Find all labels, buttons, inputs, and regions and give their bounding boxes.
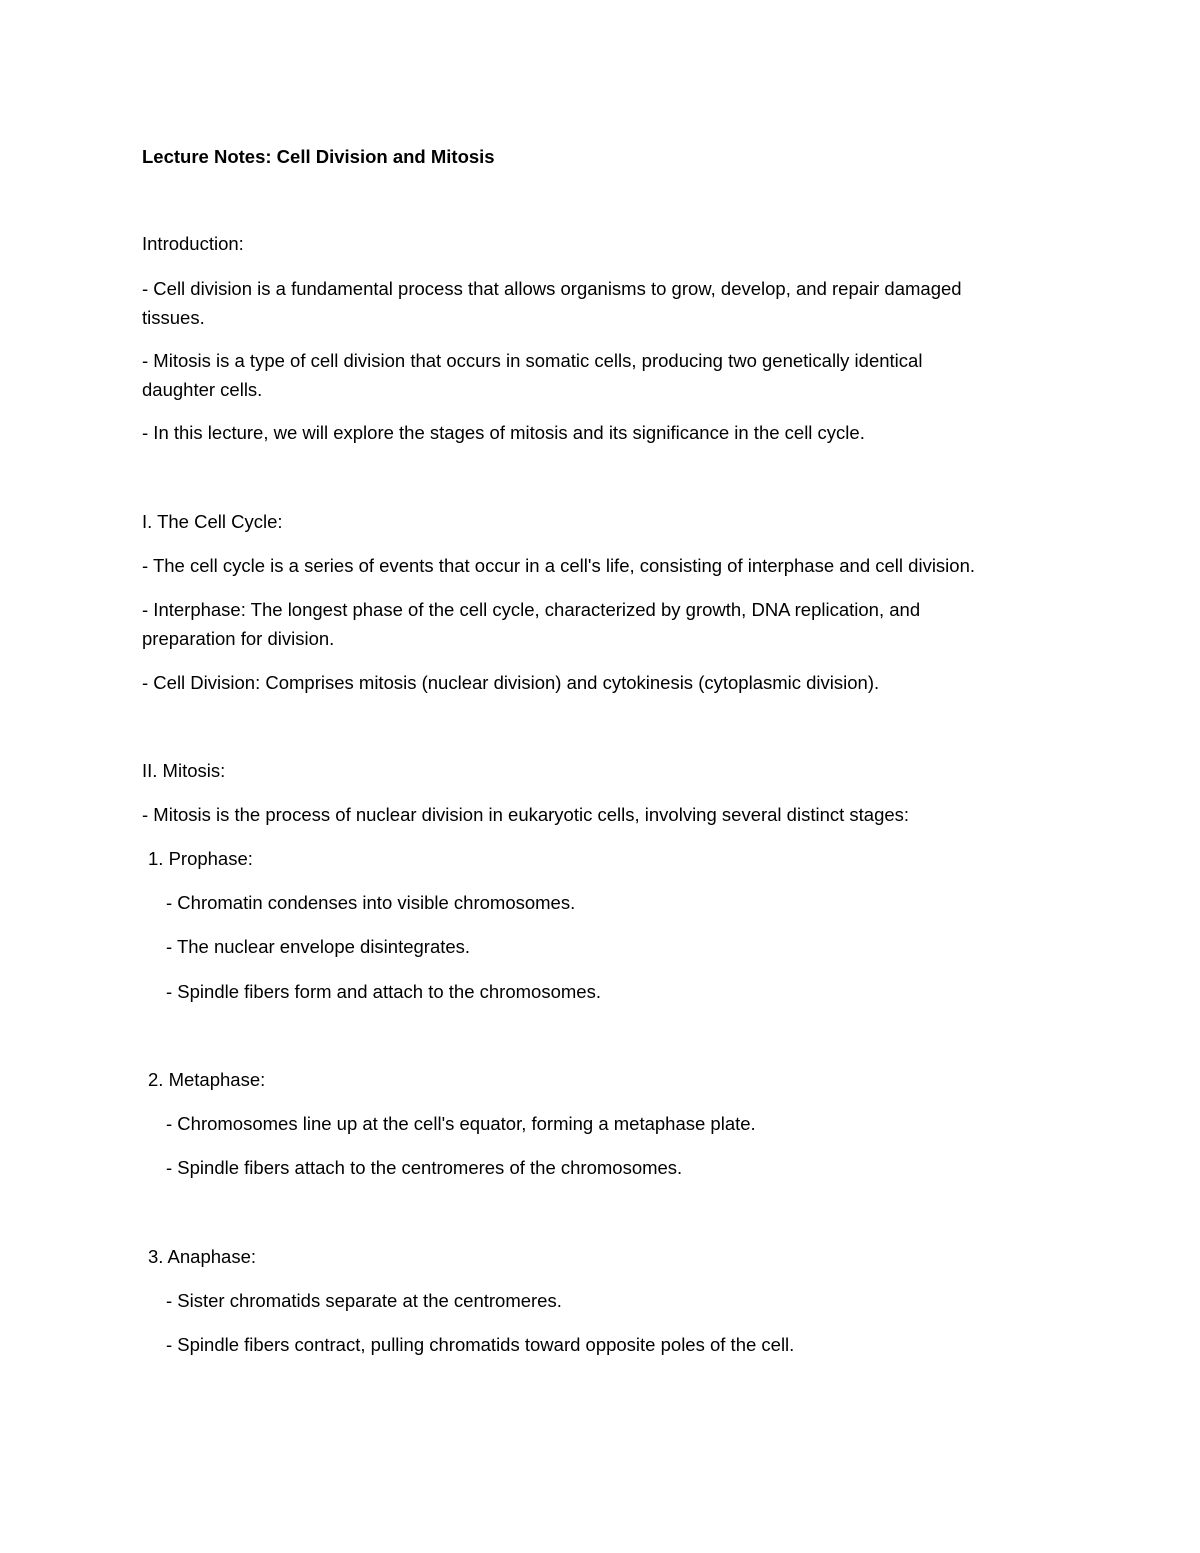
anaphase-point-1: - Sister chromatids separate at the centromeres. <box>166 1290 562 1311</box>
intro-item-1-cont: tissues. <box>142 307 205 328</box>
cell-cycle-item-2-cont: preparation for division. <box>142 628 335 649</box>
prophase-point-3: - Spindle fibers form and attach to the chromosomes. <box>166 981 601 1002</box>
stage-anaphase-label: 3. Anaphase: <box>148 1246 257 1267</box>
stage-metaphase-label: 2. Metaphase: <box>148 1069 266 1090</box>
intro-item-2: - Mitosis is a type of cell division that occurs in somatic cells, producing two genetically identical <box>142 350 923 371</box>
cell-cycle-item-2: - Interphase: The longest phase of the cell cycle, characterized by growth, DNA replication, and <box>142 599 921 620</box>
intro-item-2-cont: daughter cells. <box>142 379 263 400</box>
document-title: Lecture Notes: Cell Division and Mitosis <box>142 146 495 167</box>
cell-cycle-item-1: - The cell cycle is a series of events that occur in a cell's life, consisting of interphase and cell division. <box>142 555 976 576</box>
prophase-point-2: - The nuclear envelope disintegrates. <box>166 936 471 957</box>
mitosis-intro: - Mitosis is the process of nuclear division in eukaryotic cells, involving several distinct stages: <box>142 804 910 825</box>
metaphase-point-2: - Spindle fibers attach to the centromeres of the chromosomes. <box>166 1157 683 1178</box>
intro-item-1: - Cell division is a fundamental process that allows organisms to grow, develop, and repair damaged <box>142 278 962 299</box>
prophase-point-1: - Chromatin condenses into visible chromosomes. <box>166 892 576 913</box>
metaphase-point-1: - Chromosomes line up at the cell's equator, forming a metaphase plate. <box>166 1113 756 1134</box>
mitosis-heading: II. Mitosis: <box>142 760 226 781</box>
introduction-heading: Introduction: <box>142 233 244 254</box>
stage-prophase-label: 1. Prophase: <box>148 848 253 869</box>
intro-item-3: - In this lecture, we will explore the stages of mitosis and its significance in the cell cycle. <box>142 422 865 443</box>
cell-cycle-item-3: - Cell Division: Comprises mitosis (nuclear division) and cytokinesis (cytoplasmic division). <box>142 672 880 693</box>
anaphase-point-2: - Spindle fibers contract, pulling chromatids toward opposite poles of the cell. <box>166 1334 795 1355</box>
cell-cycle-heading: I. The Cell Cycle: <box>142 511 283 532</box>
